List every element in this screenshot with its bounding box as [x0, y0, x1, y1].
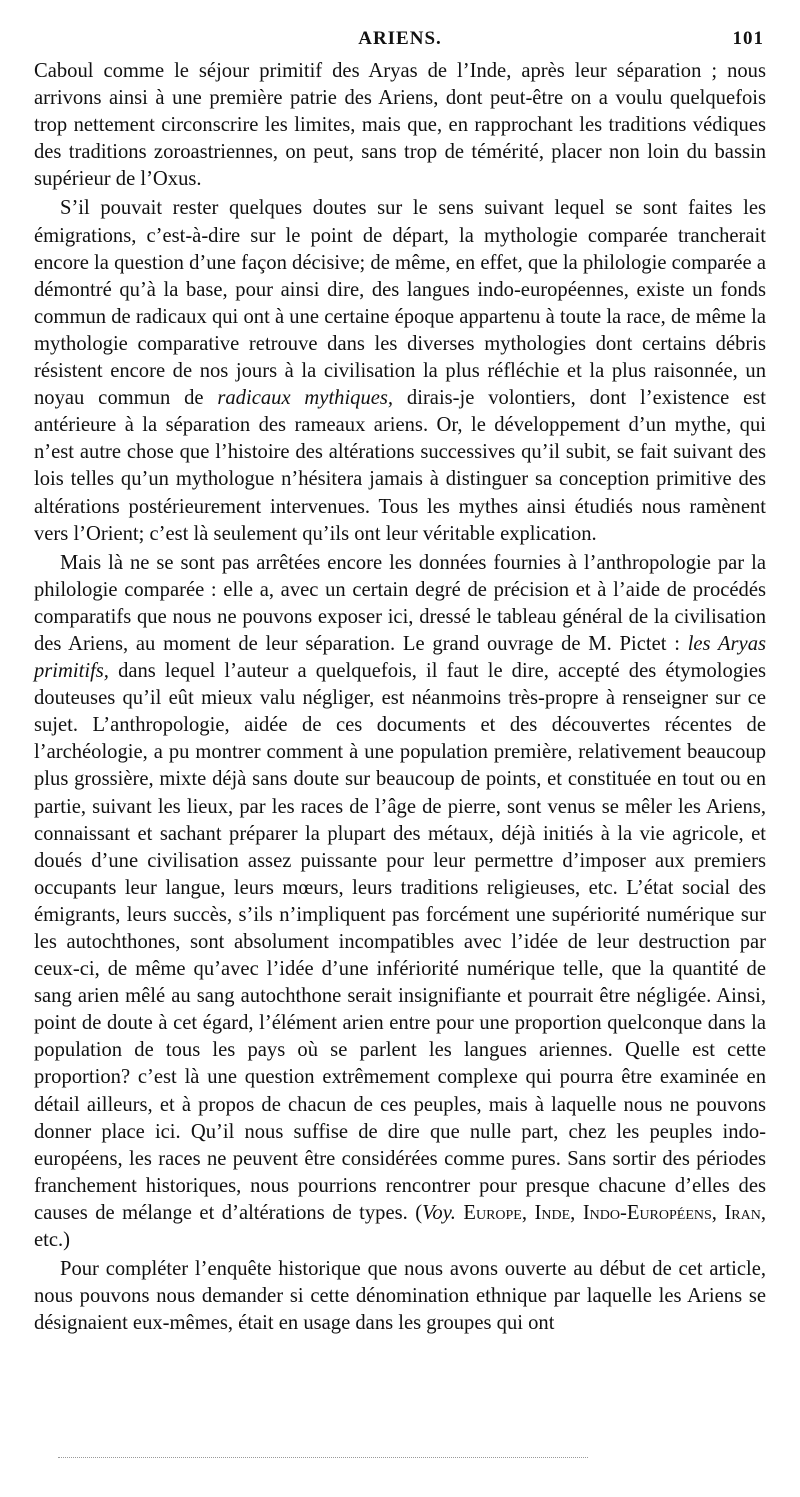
running-head: [34, 28, 766, 58]
paragraph-3-text-a: Mais là ne se sont pas arrêtées encore les données fournies à l’anthropologie par la philologie comparée : elle a, avec un certain degré de précision et à l’aide de procédés comparatifs que nous ne pouvons exposer ici, dressé le tableau général de la civilisation des Ariens, au moment de leur séparation. Le grand ouvrage de M. Pictet :: [34, 551, 766, 655]
paragraph-3-text-d: ,: [521, 1201, 535, 1224]
document-page: [34, 28, 766, 1337]
paragraph-2-text-b: dirais-je volontiers, dont l’existence est antérieure à la séparation des rameaux ariens. Or, le développement d’un mythe, qui n’est autre chose que l’histoire des altérations successives qu’il subit, se fait suivant des lois telles qu’un mythologue n’hésitera jamais à distinguer sa conception primitive des altérations postérieurement intervenues. Tous les mythes ainsi étudiés nous ramènent vers l’Orient; c’est là seulement qu’ils ont leur véritable explication.: [34, 387, 766, 545]
paragraph-3-text-f: ,: [711, 1201, 725, 1224]
paragraph-3-italic-title: les Aryas primitifs,: [34, 632, 767, 683]
cross-ref-europe: Europe: [463, 1201, 522, 1224]
running-title: ARIENS.: [358, 28, 442, 49]
paragraph-3-text-e: ,: [570, 1201, 583, 1224]
cross-ref-iran: Iran: [724, 1201, 761, 1224]
paragraph-1: [34, 58, 766, 193]
paragraph-3-text-g: , etc.): [34, 1201, 767, 1252]
page-number: 101: [732, 28, 764, 49]
faint-bottom-rule: [58, 1457, 588, 1458]
paragraph-3-italic-voy: Voy.: [422, 1201, 456, 1224]
paragraph-3: [34, 550, 766, 1254]
paragraph-3-text-b: dans lequel l’auteur a quelquefois, il faut le dire, accepté des étymologies douteuses qu’il eût mieux valu négliger, est néanmoins très-propre à renseigner sur ce sujet. L’anthropologie, aidée de ces documents et des découvertes récentes de l’archéologie, a pu montrer comment à une population première, relativement beaucoup plus grossière, mixte déjà sans doute sur beaucoup de points, et constituée en tout ou en partie, suivant les lieux, par les races de l’âge de pierre, sont venus se mêler les Ariens, connaissant et sachant préparer la plupart des métaux, déjà initiés à la vie agricole, et doués d’une civilisation assez puissante pour leur permettre d’imposer aux premiers occupants leur langue, leurs mœurs, leurs traditions religieuses, etc. L’état social des émigrants, leurs succès, s’ils n’impliquent pas forcément une supériorité numérique sur les autochthones, sont absolument incompatibles avec l’idée de leur destruction par ceux-ci, de même qu’avec l’idée d’une infériorité numérique telle, que la quantité de sang arien mêlé au sang autochthone serait insignifiante et pourrait être négligée. Ainsi, point de doute à cet égard, l’élément arien entre pour une proportion quelconque dans la population de tous les pays où se parlent les langues ariennes. Quelle est cette proportion? c’est là une question extrêmement complexe qui pourra être examinée en détail ailleurs, et à propos de chacun de ces peuples, mais à laquelle nous ne pouvons donner place ici. Qu’il nous suffise de dire que nulle part, chez les peuples indo-européens, les races ne peuvent être considérées comme pures. Sans sortir des périodes franchement historiques, nous pourrions rencontrer pour presque chacune d’elles des causes de mélange et d’altérations de types. (: [34, 660, 766, 1224]
paragraph-2-italic-term: radicaux mythiques,: [217, 387, 394, 410]
paragraph-1-text: Caboul comme le séjour primitif des Aryas de l’Inde, après leur séparation ; nous arrivons ainsi à une première patrie des Ariens, dont peut-être on a voulu quelquefois trop nettement circonscrire les limites, mais que, en rapprochant les traditions védiques des traditions zoroastriennes, on peut, sans trop de témérité, placer non loin du bassin supérieur de l’Oxus.: [34, 60, 766, 191]
cross-ref-inde: Inde: [534, 1201, 571, 1224]
paragraph-2-text-a: S’il pouvait rester quelques doutes sur le sens suivant lequel se sont faites les émigrations, c’est-à-dire sur le point de départ, la mythologie comparée trancherait encore la question d’une façon décisive; de même, en effet, que la philologie comparée a démontré qu’à la base, pour ainsi dire, des langues indo-européennes, existe un fonds commun de radicaux qui ont à une certaine époque appartenu à toute la race, de même la mythologie comparative retrouve dans les diverses mythologies dont certains débris résistent encore de nos jours à la civilisation la plus réfléchie et la plus raisonnée, un noyau commun de: [34, 197, 766, 410]
paragraph-2: [34, 195, 766, 547]
paragraph-4-text: Pour compléter l’enquête historique que nous avons ouverte au début de cet article, nous pouvons nous demander si cette dénomination ethnique par laquelle les Ariens se désignaient eux-mêmes, était en usage dans les groupes qui ont: [34, 1258, 766, 1335]
paragraph-4: [34, 1256, 766, 1337]
cross-ref-indo-europeens: Indo-Européens: [582, 1201, 712, 1224]
